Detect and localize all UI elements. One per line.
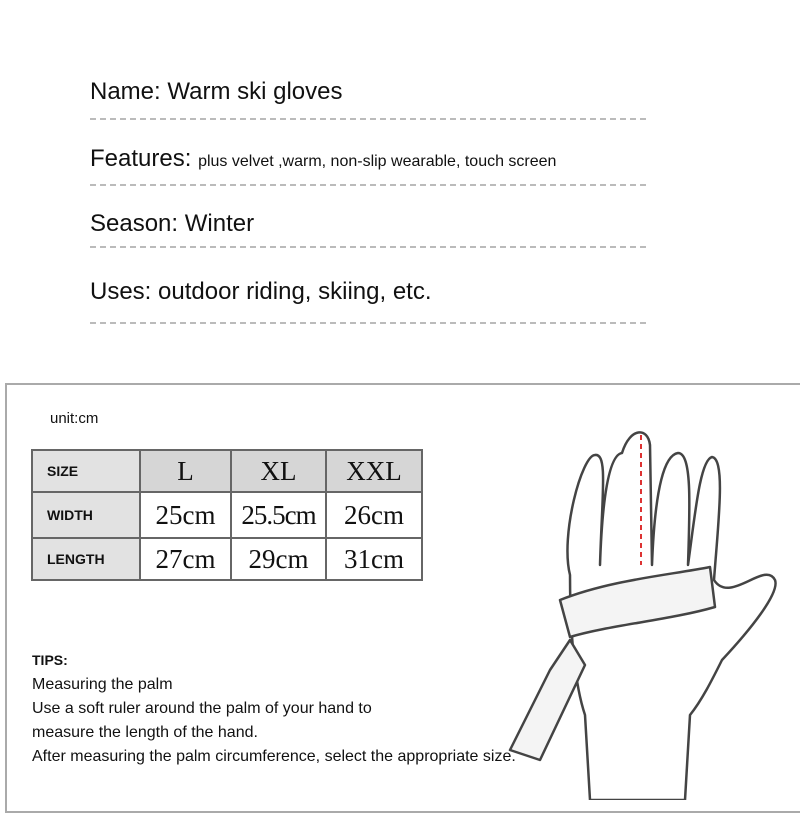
header-cell: SIZE xyxy=(32,450,140,492)
unit-label: unit:cm xyxy=(50,410,99,427)
uses-line xyxy=(90,278,432,306)
tips-title: TIPS: xyxy=(32,652,68,668)
name-label: Name: xyxy=(90,78,161,105)
table-cell: 27cm xyxy=(140,538,231,580)
season-label: Season: xyxy=(90,210,179,237)
table-row xyxy=(32,492,422,538)
tips-line: measure the length of the hand. xyxy=(32,724,258,741)
features-value: plus velvet ,warm, non-slip wearable, touch screen xyxy=(198,153,557,170)
tips-line: Use a soft ruler around the palm of your hand to xyxy=(32,700,372,717)
header-cell: XXL xyxy=(326,450,422,492)
table-cell: 26cm xyxy=(326,492,422,538)
divider xyxy=(90,118,646,120)
header-cell: L xyxy=(140,450,231,492)
table-cell: 29cm xyxy=(231,538,326,580)
tips-line: Measuring the palm xyxy=(32,676,173,693)
table-cell: 25.5cm xyxy=(231,492,326,538)
name-value: Warm ski gloves xyxy=(167,78,343,105)
uses-value: outdoor riding, skiing, etc. xyxy=(158,278,432,305)
features-label: Features: xyxy=(90,145,192,172)
row-label: LENGTH xyxy=(32,538,140,580)
table-cell: 25cm xyxy=(140,492,231,538)
tape-tail xyxy=(510,640,585,760)
divider xyxy=(90,246,646,248)
divider xyxy=(90,184,646,186)
divider xyxy=(90,322,646,324)
table-cell: 31cm xyxy=(326,538,422,580)
table-row xyxy=(32,450,422,492)
name-line xyxy=(90,78,343,106)
uses-label: Uses: xyxy=(90,278,152,305)
tips-line: After measuring the palm circumference, select the appropriate size. xyxy=(32,748,516,765)
season-line xyxy=(90,210,254,238)
table-row xyxy=(32,538,422,580)
season-value: Winter xyxy=(184,210,255,237)
hand-measurement-illustration xyxy=(490,415,790,800)
header-cell: XL xyxy=(231,450,326,492)
features-line xyxy=(90,145,556,173)
row-label: WIDTH xyxy=(32,492,140,538)
size-table xyxy=(31,449,423,581)
